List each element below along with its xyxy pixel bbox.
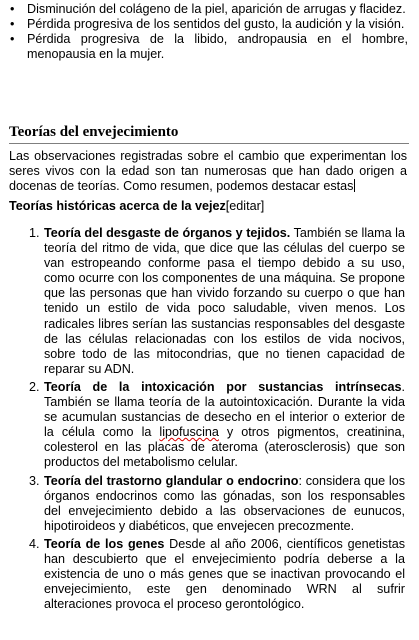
item-number: 2. — [29, 379, 40, 394]
subheading — [9, 199, 409, 213]
section-heading: Teorías del envejecimiento — [9, 124, 179, 140]
item-number: 1. — [29, 226, 40, 240]
intro-paragraph[interactable] — [9, 149, 407, 194]
list-item — [0, 537, 419, 612]
item-text: También se llama la teoría del ritmo de vida, que dice que las células del cuerpo se van estropeando conforme pasa el tiempo debido a su uso, como ocurre con los componentes de una máquina. Se propone que las personas que han vivido forzando su cuerpo o que han tenido un estilo de vida poco saludable, viven menos. Los radicales libres serían las sustancias responsables del desgaste de las células relacionadas con los estilos de vida nocivos, sobre todo de las mitocondrias, que no tienen capacidad de reparar su ADN. — [44, 226, 405, 376]
bullet-icon: • — [10, 17, 15, 31]
item-title: Teoría de los genes — [44, 536, 165, 551]
item-text: : considera que los órganos endocrinos como las gónadas, son los responsables del envejecimiento debido a las observaciones de eunucos, hipotiroideos y diabéticos, que envejecen precozmente. — [44, 473, 405, 533]
bullet-text: Pérdida progresiva de los sentidos del gusto, la audición y la visión. — [27, 17, 405, 31]
list-item — [0, 2, 419, 17]
item-number: 4. — [29, 536, 40, 551]
bullet-text: Pérdida progresiva de la libido, andropausia en el hombre, menopausia en la mujer. — [27, 32, 408, 61]
item-title: Teoría del desgaste de órganos y tejidos. — [44, 226, 291, 240]
item-number: 3. — [29, 473, 40, 488]
item-title: Teoría de la intoxicación por sustancias intrínsecas — [44, 379, 402, 394]
intro-text: Las observaciones registradas sobre el cambio que experimentan los seres vivos con la edad son tan numerosas que han dado origen a docenas de teorías. Como resumen, podemos destacar estas — [9, 149, 407, 193]
theories-list — [0, 226, 419, 615]
list-item — [0, 226, 419, 377]
bullet-list — [0, 2, 419, 62]
list-item — [0, 474, 419, 534]
item-text: . También se llama teoría de la autointoxicación. Durante la vida se acumulan sustancias de desecho en el interior o exterior de la célula como la — [44, 379, 405, 440]
bullet-text: Disminución del colágeno de la piel, aparición de arrugas y flacidez. — [27, 2, 406, 16]
item-title: Teoría del trastorno glandular o endocrino — [44, 473, 299, 488]
item-text: Desde al año 2006, científicos genetistas han descubierto que el envejecimiento podría deberse a la existencia de uno o más genes que se inactivan provocando el envejecimiento, este gen denominado WRN al sufrir alteraciones provoca el proceso gerontológico. — [44, 536, 405, 612]
list-item — [0, 32, 419, 62]
heading-divider — [9, 143, 409, 144]
item-text: y otros pigmentos, creatinina, colesterol en las placas de ateroma (aterosclerosis) que son productos del metabolismo celular. — [44, 425, 405, 470]
bullet-icon: • — [10, 2, 15, 16]
list-item — [0, 17, 419, 32]
edit-link[interactable]: [editar] — [225, 199, 265, 213]
list-item — [0, 380, 419, 471]
subheading-title: Teorías históricas acerca de la vejez — [9, 199, 226, 213]
text-cursor — [354, 179, 355, 192]
spellcheck-word[interactable]: lipofuscina — [159, 425, 219, 440]
bullet-icon: • — [10, 32, 15, 46]
